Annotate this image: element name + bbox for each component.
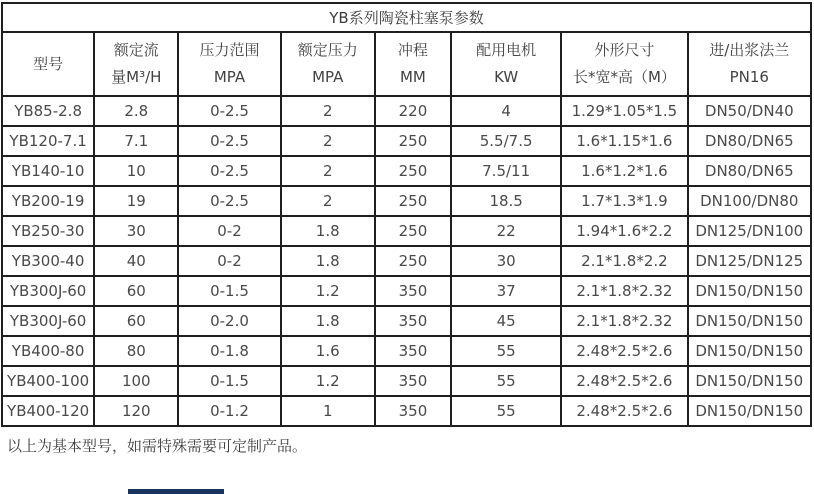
table-header-row (2, 32, 811, 96)
table-cell: DN150/DN150 (688, 306, 811, 336)
table-row (2, 186, 811, 216)
table-cell: 250 (375, 126, 451, 156)
table-body (2, 96, 811, 426)
table-cell: 220 (375, 96, 451, 126)
table-cell: 0-2.5 (178, 156, 280, 186)
table-cell: DN125/DN100 (688, 216, 811, 246)
table-cell: 1.29*1.05*1.5 (561, 96, 687, 126)
table-cell: 2 (281, 156, 375, 186)
footer-note: 以上为基本型号，如需特殊需要可定制产品。 (7, 437, 308, 455)
table-row (2, 336, 811, 366)
table-cell: 18.5 (451, 186, 561, 216)
table-cell: 350 (375, 396, 451, 426)
column-header: 压力范围 MPA (178, 32, 280, 96)
column-header: 配用电机 KW (451, 32, 561, 96)
table-cell: 55 (451, 396, 561, 426)
table-cell: 0-1.8 (178, 336, 280, 366)
table-cell: 0-1.2 (178, 396, 280, 426)
table-cell: YB85-2.8 (2, 96, 94, 126)
table-cell: 0-1.5 (178, 276, 280, 306)
table-cell: DN150/DN150 (688, 366, 811, 396)
table-cell: 0-1.5 (178, 366, 280, 396)
table-cell: DN125/DN125 (688, 246, 811, 276)
table-cell: 1.8 (281, 306, 375, 336)
column-header: 进/出浆法兰 PN16 (688, 32, 811, 96)
table-cell: 2.1*1.8*2.2 (561, 246, 687, 276)
column-header: 额定压力 MPA (281, 32, 375, 96)
table-cell: 2.48*2.5*2.6 (561, 366, 687, 396)
table-cell: DN80/DN65 (688, 156, 811, 186)
table-title-row (2, 3, 811, 32)
table-cell: 1.8 (281, 216, 375, 246)
table-cell: 4 (451, 96, 561, 126)
table-cell: 1.8 (281, 246, 375, 276)
table-cell: 0-2.0 (178, 306, 280, 336)
table-cell: 1.2 (281, 366, 375, 396)
table-row (2, 246, 811, 276)
table-cell: YB200-19 (2, 186, 94, 216)
table-row (2, 396, 811, 426)
table-cell: 2 (281, 126, 375, 156)
table-cell: YB140-10 (2, 156, 94, 186)
table-cell: 0-2 (178, 216, 280, 246)
table-cell: DN150/DN150 (688, 276, 811, 306)
table-cell: YB250-30 (2, 216, 94, 246)
pump-spec-table (1, 2, 812, 427)
table-cell: 350 (375, 336, 451, 366)
table-cell: 2.48*2.5*2.6 (561, 396, 687, 426)
table-row (2, 276, 811, 306)
table-cell: YB300J-60 (2, 276, 94, 306)
table-cell: 350 (375, 306, 451, 336)
table-cell: YB300-40 (2, 246, 94, 276)
table-cell: 0-2 (178, 246, 280, 276)
cutoff-bar (128, 489, 224, 494)
table-cell: 55 (451, 366, 561, 396)
table-cell: 30 (94, 216, 178, 246)
table-cell: 2 (281, 186, 375, 216)
table-cell: 45 (451, 306, 561, 336)
table-cell: 100 (94, 366, 178, 396)
table-cell: 22 (451, 216, 561, 246)
table-cell: 120 (94, 396, 178, 426)
table-cell: 2.48*2.5*2.6 (561, 336, 687, 366)
table-cell: 250 (375, 156, 451, 186)
table-cell: 350 (375, 276, 451, 306)
table-cell: DN50/DN40 (688, 96, 811, 126)
table-cell: 7.5/11 (451, 156, 561, 186)
table-cell: YB400-100 (2, 366, 94, 396)
table-cell: 2 (281, 96, 375, 126)
table-cell: 250 (375, 186, 451, 216)
table-cell: 7.1 (94, 126, 178, 156)
table-cell: DN150/DN150 (688, 336, 811, 366)
table-cell: 1 (281, 396, 375, 426)
table-row (2, 156, 811, 186)
table-cell: DN100/DN80 (688, 186, 811, 216)
table-cell: 0-2.5 (178, 96, 280, 126)
table-cell: 37 (451, 276, 561, 306)
column-header: 冲程 MM (375, 32, 451, 96)
table-cell: 350 (375, 366, 451, 396)
table-cell: 1.94*1.6*2.2 (561, 216, 687, 246)
table-cell: 2.8 (94, 96, 178, 126)
table-cell: 0-2.5 (178, 126, 280, 156)
table-cell: 19 (94, 186, 178, 216)
column-header: 额定流 量M³/H (94, 32, 178, 96)
table-cell: 1.7*1.3*1.9 (561, 186, 687, 216)
table-row (2, 306, 811, 336)
table-cell: DN80/DN65 (688, 126, 811, 156)
table-row (2, 126, 811, 156)
table-cell: 1.6*1.2*1.6 (561, 156, 687, 186)
column-header: 型号 (2, 32, 94, 96)
table-row (2, 366, 811, 396)
table-cell: YB400-80 (2, 336, 94, 366)
table-cell: 1.6*1.15*1.6 (561, 126, 687, 156)
table-cell: YB120-7.1 (2, 126, 94, 156)
table-cell: 30 (451, 246, 561, 276)
table-cell: 1.2 (281, 276, 375, 306)
table-cell: 40 (94, 246, 178, 276)
table-cell: YB400-120 (2, 396, 94, 426)
table-cell: 250 (375, 246, 451, 276)
table-cell: 10 (94, 156, 178, 186)
table-cell: 2.1*1.8*2.32 (561, 306, 687, 336)
table-cell: 1.6 (281, 336, 375, 366)
table-row (2, 96, 811, 126)
table-cell: 55 (451, 336, 561, 366)
table-cell: 5.5/7.5 (451, 126, 561, 156)
table-cell: YB300J-60 (2, 306, 94, 336)
table-cell: 0-2.5 (178, 186, 280, 216)
table-cell: 60 (94, 306, 178, 336)
column-header: 外形尺寸 长*宽*高（M） (561, 32, 687, 96)
table-title: YB系列陶瓷柱塞泵参数 (2, 3, 811, 32)
table-cell: 2.1*1.8*2.32 (561, 276, 687, 306)
table-cell: 60 (94, 276, 178, 306)
table-row (2, 216, 811, 246)
table-cell: DN150/DN150 (688, 396, 811, 426)
table-cell: 80 (94, 336, 178, 366)
table-cell: 250 (375, 216, 451, 246)
